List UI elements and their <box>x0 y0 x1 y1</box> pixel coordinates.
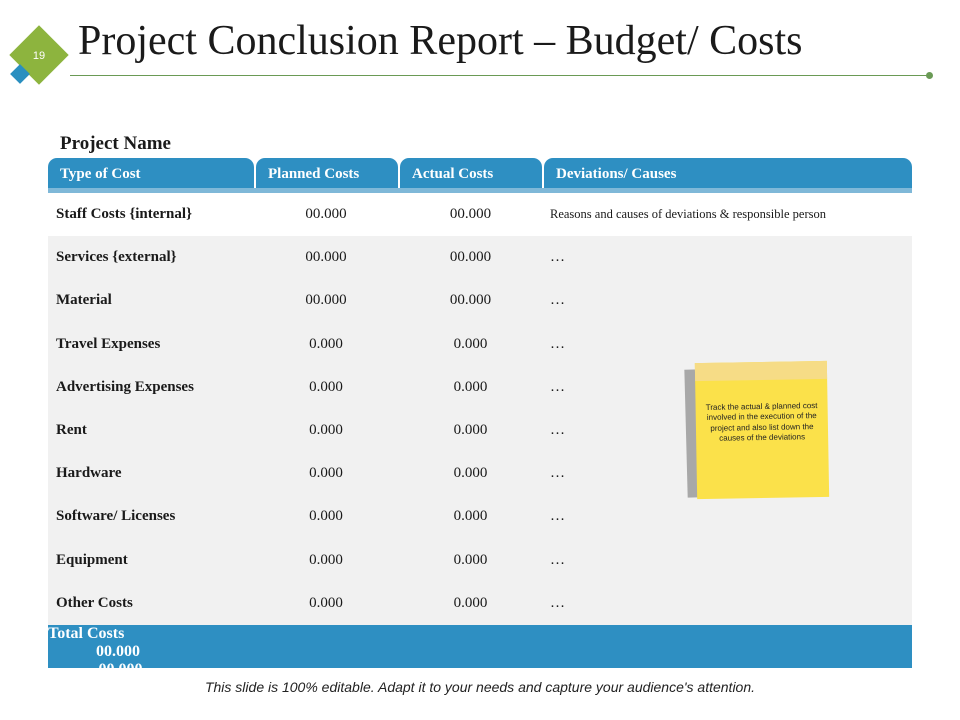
row-actual: 0.000 <box>453 335 488 352</box>
row-deviation: … <box>550 551 565 568</box>
row-actual: 0.000 <box>453 465 488 482</box>
row-type: Travel Expenses <box>56 335 161 352</box>
row-actual: 0.000 <box>453 594 488 611</box>
row-deviation: … <box>550 249 565 266</box>
row-actual: 0.000 <box>453 551 488 568</box>
row-actual: 00.000 <box>449 249 492 266</box>
table-row <box>48 323 912 366</box>
header-planned-costs: Planned Costs <box>256 158 398 188</box>
row-planned: 0.000 <box>309 551 343 568</box>
row-planned: 0.000 <box>309 378 343 395</box>
sticky-note-tape <box>695 361 827 381</box>
row-type: Other Costs <box>56 594 133 611</box>
row-type: Software/ Licenses <box>56 508 176 525</box>
row-actual: 00.000 <box>449 206 492 222</box>
total-actual: 00.000 <box>98 661 143 678</box>
row-type: Equipment <box>56 551 128 568</box>
title-divider-dot <box>926 72 933 79</box>
total-deviation: … <box>48 679 64 696</box>
title-divider <box>70 75 928 76</box>
row-type: Hardware <box>56 465 122 482</box>
total-label: Total Costs <box>48 625 125 642</box>
row-planned: 00.000 <box>305 249 347 266</box>
row-planned: 0.000 <box>309 422 343 438</box>
row-type: Services {external} <box>56 249 177 266</box>
row-actual: 0.000 <box>453 422 488 438</box>
slide-number-badge <box>0 14 80 84</box>
page-title: Project Conclusion Report – Budget/ Costs <box>78 18 803 64</box>
row-planned: 0.000 <box>309 508 343 525</box>
table-row <box>48 582 912 625</box>
row-type: Advertising Expenses <box>56 378 194 395</box>
slide-number: 19 <box>32 50 46 62</box>
row-planned: 0.000 <box>309 594 343 611</box>
row-actual: 0.000 <box>453 378 488 395</box>
row-type: Staff Costs {internal} <box>56 206 192 222</box>
sticky-note-text: Track the actual & planned cost involved in the execution of the project and also list down the causes of the deviations <box>705 401 818 443</box>
row-type: Material <box>56 292 112 309</box>
project-name-heading: Project Name <box>60 133 171 154</box>
row-actual: 00.000 <box>449 292 492 309</box>
row-deviation: … <box>550 508 565 525</box>
row-planned: 00.000 <box>305 206 347 222</box>
total-planned: 00.000 <box>96 643 140 660</box>
table-row <box>48 193 912 236</box>
row-deviation: … <box>550 594 565 611</box>
header-type-of-cost: Type of Cost <box>48 158 254 188</box>
table-row <box>48 279 912 322</box>
row-deviation: … <box>550 292 565 309</box>
sticky-note <box>695 361 829 499</box>
table-row <box>48 495 912 538</box>
header-actual-costs: Actual Costs <box>400 158 542 188</box>
row-deviation: … <box>550 422 565 438</box>
header-deviations-causes: Deviations/ Causes <box>544 158 912 188</box>
row-planned: 00.000 <box>305 292 347 309</box>
table-row <box>48 539 912 582</box>
row-planned: 0.000 <box>309 335 343 352</box>
row-actual: 0.000 <box>453 508 488 525</box>
footer-caption: This slide is 100% editable. Adapt it to your needs and capture your audience's attention. <box>204 679 756 695</box>
row-deviation: … <box>550 335 565 352</box>
row-type: Rent <box>56 422 87 438</box>
row-deviation: Reasons and causes of deviations & responsible person <box>550 207 826 221</box>
row-deviation: … <box>550 465 565 482</box>
table-row <box>48 236 912 279</box>
row-planned: 0.000 <box>309 465 343 482</box>
row-deviation: … <box>550 378 565 395</box>
